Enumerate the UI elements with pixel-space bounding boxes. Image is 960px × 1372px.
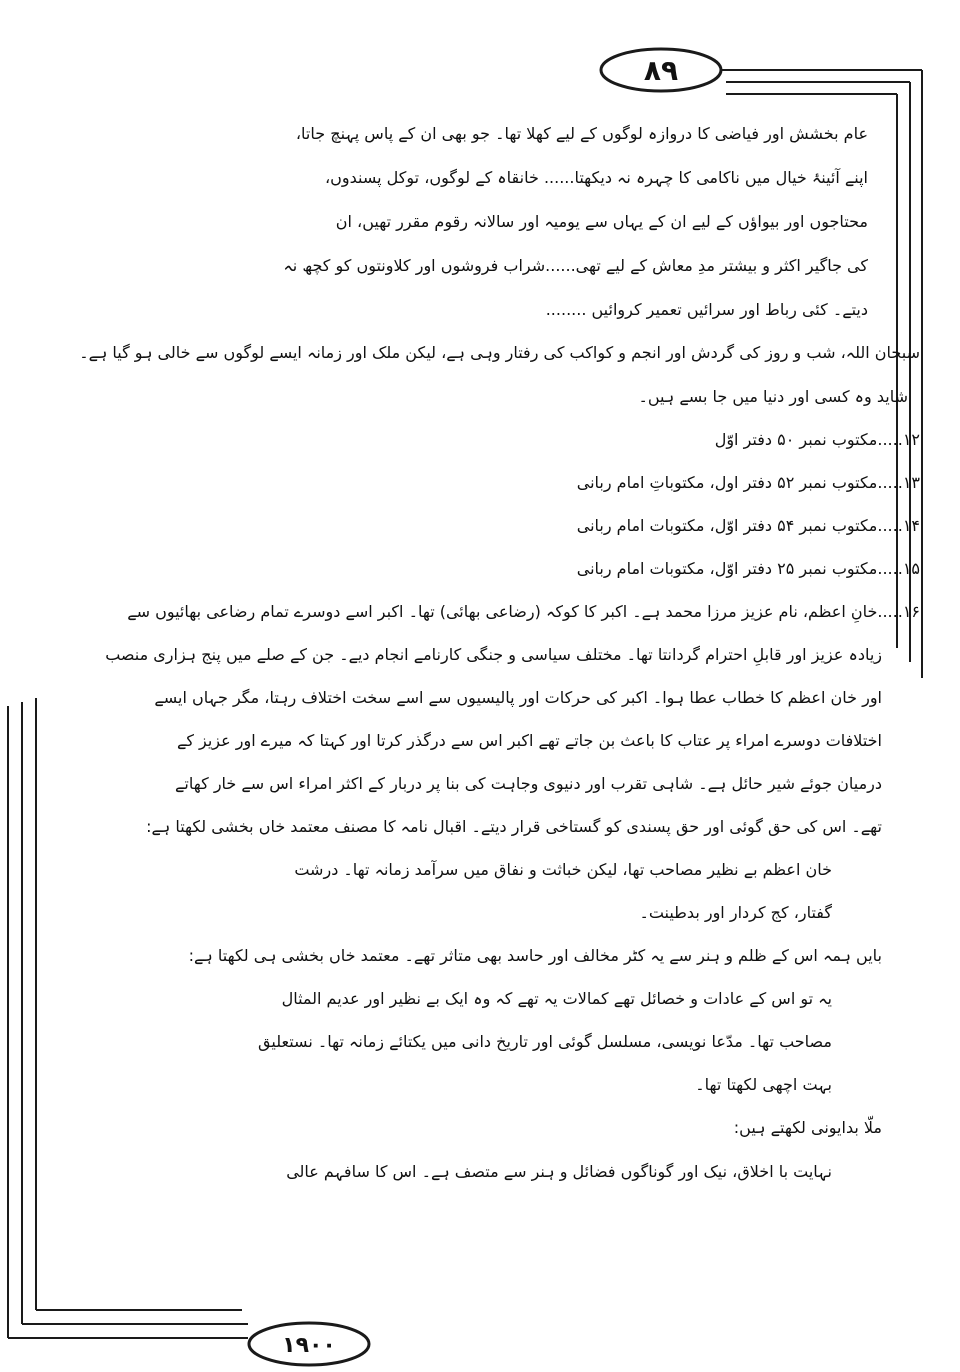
para1-line: سبحان اللہ، شب و روز کی گردش اور انجم و کواکب کی رفتار وہی ہے، لیکن ملک اور زمانہ ایسے لوگوں سے خالی ہو گیا ہے۔ xyxy=(79,343,920,362)
note16-line: درمیان جوئے شیر حائل ہے۔ شاہی تقرب اور دنیوی وجاہت کی بنا پر دربار کے اکثر امراء اس سے خار کھاتے xyxy=(175,774,882,793)
footnote: ۱۴.....مکتوب نمبر ۵۴ دفتر اوّل، مکتوبات امام ربانی xyxy=(576,516,920,535)
para3-line: ملّا بدایونی لکھتے ہیں: xyxy=(733,1118,882,1137)
quote2-line: گفتار، کج کردار اور بدطینت۔ xyxy=(639,903,832,922)
quote1-line: کی جاگیر اکثر و بیشتر مدِ معاش کے لیے تھی......شراب فروشوں اور کلاونتوں کو کچھ نہ xyxy=(283,256,868,275)
para2-line: بایں ہمہ اس کے ظلم و ہنر سے یہ کٹر مخالف اور حاسد بھی متاثر تھے۔ معتمد خاں بخشی ہی لکھتا ہے: xyxy=(188,946,882,965)
note16-line: تھے۔ اس کی حق گوئی اور حق پسندی کو گستاخی قرار دیتے۔ اقبال نامہ کا مصنف معتمد خاں بخشی لکھتا ہے: xyxy=(146,817,882,836)
footnote: ۱۲.....مکتوب نمبر ۵۰ دفتر اوّل xyxy=(714,430,920,449)
footnote: ۱۳.....مکتوب نمبر ۵۲ دفتر اول، مکتوباتِ امام ربانی xyxy=(576,473,920,492)
para1-line: شاید وہ کسی اور دنیا میں جا بسے ہیں۔ xyxy=(638,387,908,406)
footnote: ۱۵.....مکتوب نمبر ۲۵ دفتر اوّل، مکتوبات امام ربانی xyxy=(576,559,920,578)
quote3-line: بہت اچھی لکھتا تھا۔ xyxy=(695,1075,832,1094)
quote1-line: عام بخشش اور فیاضی کا دروازہ لوگوں کے لیے کھلا تھا۔ جو بھی ان کے پاس پہنچ جاتا، xyxy=(295,124,868,143)
quote3-line: مصاحب تھا۔ مدّعا نویسی، مسلسل گوئی اور تاریخ دانی میں یکتائے زمانہ تھا۔ نستعلیق xyxy=(258,1032,832,1051)
note16-line: اختلافات دوسرے امراء پر عتاب کا باعث بن جاتے تھے اکبر اس سے درگذر کرتا اور کہتا کہ میرے اور عزیز کے xyxy=(176,731,882,750)
quote3-line: یہ تو اس کے عادات و خصائل تھے کمالات یہ تھے کہ وہ ایک بے نظیر اور عدیم المثال xyxy=(281,989,832,1008)
quote1-line: دیتے۔ کئی رباط اور سرائیں تعمیر کروائیں ........ xyxy=(545,300,868,319)
quote4-line: نہایت با اخلاق، نیک اور گوناگوں فضائل و ہنر سے متصف ہے۔ اس کا سافہم عالی xyxy=(286,1162,832,1181)
note16-line: زیادہ عزیز اور قابلِ احترام گردانتا تھا۔ مختلف سیاسی و جنگی کارنامے انجام دیے۔ جن کے صلے میں پنج ہزاری منصب xyxy=(105,645,882,664)
note16-line: ۱۶.....خانِ اعظم، نام عزیز مرزا محمد ہے۔ اکبر کا کوکہ (رضاعی بھائی) تھا۔ اکبر اسے دوسرے تمام رضاعی بھائیوں سے xyxy=(127,602,920,621)
footer-number: ١٩٠٠ xyxy=(282,1332,336,1358)
note16-line: اور خان اعظم کا خطاب عطا ہوا۔ اکبر کی حرکات اور پالیسیوں سے اسے سخت اختلاف رہتا، مگر جہاں ایسے xyxy=(154,688,882,707)
quote1-line: اپنے آئینۂ خیال میں ناکامی کا چہرہ نہ دیکھتا...... خانقاہ کے لوگوں، توکل پسندوں، xyxy=(324,168,868,187)
page-number: ٨٩ xyxy=(643,53,679,87)
quote2-line: خان اعظم بے نظیر مصاحب تھا، لیکن خباثت و نفاق میں سرآمد زمانہ تھا۔ درشت xyxy=(294,860,832,879)
quote1-line: محتاجوں اور بیواؤں کے لیے ان کے یہاں سے یومیہ اور سالانہ رقوم مقرر تھیں، ان xyxy=(335,212,868,231)
